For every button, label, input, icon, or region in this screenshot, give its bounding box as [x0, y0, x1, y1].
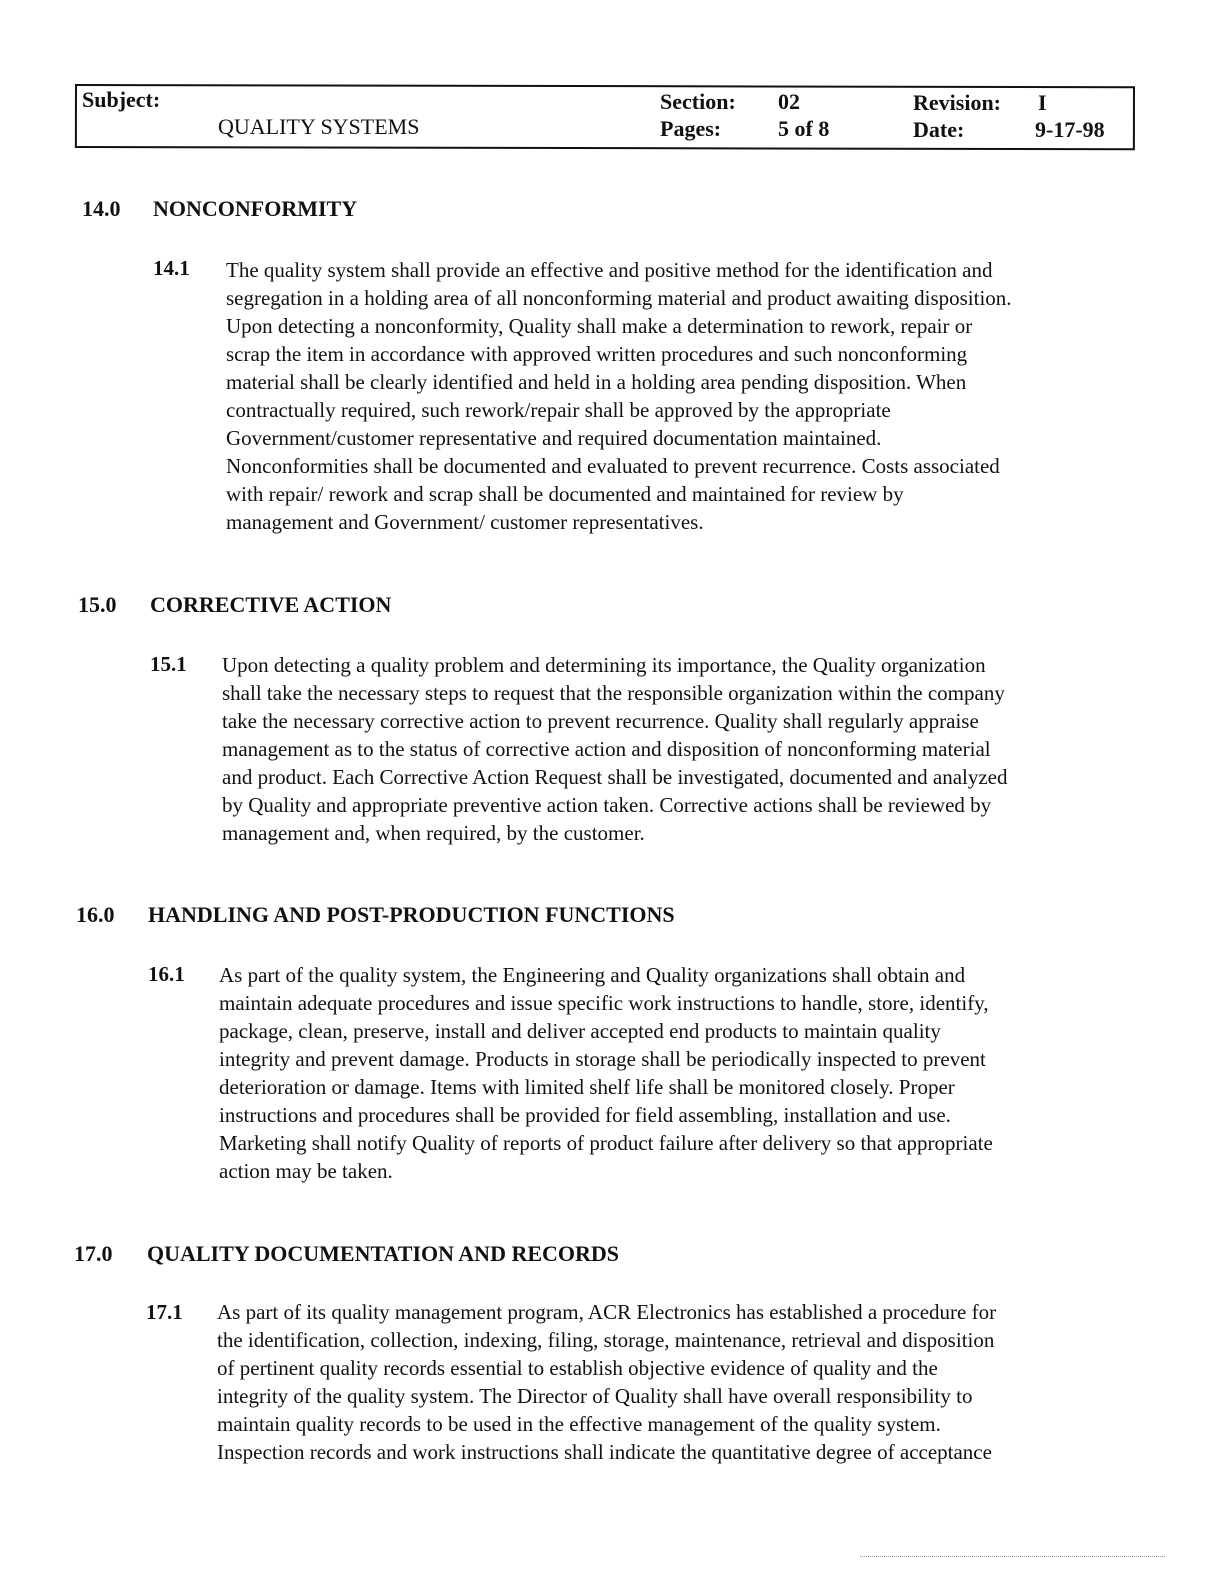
section-paragraph: As part of its quality management program, ACR Electronics has established a procedure for the identification, collection, indexing, filing, storage, maintenance, retrieval and disposition of pertinent quality records essential to establish objective evidence of quality and the integrity of the quality system. The Director of Quality shall have overall responsibility to maintain quality records to be used in the effective management of the quality system. Inspection records and work instructions shall indicate the quantitative degree of acceptance	[217, 1300, 997, 1464]
section-heading	[76, 902, 776, 928]
section-title: HANDLING AND POST-PRODUCTION FUNCTIONS	[148, 902, 675, 927]
section-value: 02	[778, 89, 800, 114]
subsection-number: 17.1	[146, 1300, 183, 1324]
pages-value: 5 of 8	[778, 116, 830, 141]
section-number: 17.0	[74, 1241, 113, 1266]
section-number: 16.0	[76, 902, 115, 927]
section-label: Section:	[660, 89, 736, 114]
section-number: 14.0	[82, 196, 121, 221]
pages-label: Pages:	[660, 116, 722, 141]
date-value: 9-17-98	[1035, 117, 1105, 142]
section-heading	[78, 592, 778, 618]
section-heading	[74, 1241, 774, 1267]
section-paragraph: Upon detecting a quality problem and determining its importance, the Quality organization shall take the necessary steps to request that the responsible organization within the company take the necessary corrective action to prevent recurrence. Quality shall regularly appraise management as to the status of corrective action and disposition of nonconforming material and product. Each Corrective Action Request shall be investigated, documented and analyzed by Quality and appropriate preventive action taken. Corrective actions shall be reviewed by management and, when required, by the customer.	[222, 653, 1008, 845]
section-heading	[82, 196, 782, 222]
section-paragraph: As part of the quality system, the Engineering and Quality organizations shall obtain and maintain adequate procedures and issue specific work instructions to handle, store, identify, package, clean, preserve, install and deliver accepted end products to maintain quality integrity and prevent damage. Products in storage shall be periodically inspected to prevent deterioration or damage. Items with limited shelf life shall be monitored closely. Proper instructions and procedures shall be provided for field assembling, installation and use. Marketing shall notify Quality of reports of product failure after delivery so that appropriate action may be taken.	[219, 963, 993, 1183]
section-number: 15.0	[78, 592, 117, 617]
subsection-number: 14.1	[153, 256, 190, 280]
subsection-number: 16.1	[148, 962, 185, 986]
section-title: CORRECTIVE ACTION	[150, 592, 392, 617]
date-label: Date:	[913, 117, 965, 142]
section-title: NONCONFORMITY	[153, 196, 358, 221]
subsection-number: 15.1	[150, 652, 187, 676]
revision-value: I	[1038, 90, 1047, 115]
subject-label: Subject:	[82, 87, 161, 112]
scan-artifact	[860, 1556, 1165, 1559]
section-paragraph: The quality system shall provide an effective and positive method for the identification and segregation in a holding area of all nonconforming material and product awaiting disposition. Upon detecting a nonconformity, Quality shall make a determination to rework, repair or scrap the item in accordance with approved written procedures and such nonconforming material shall be clearly identified and held in a holding area pending disposition. When contractually required, such rework/repair shall be approved by the appropriate Government/customer representative and required documentation maintained. Nonconformities shall be documented and evaluated to prevent recurrence. Costs associated with repair/ rework and scrap shall be documented and maintained for review by management and Government/ customer representatives.	[226, 258, 1012, 534]
revision-label: Revision:	[913, 90, 1001, 115]
subject-value: QUALITY SYSTEMS	[218, 114, 420, 139]
section-title: QUALITY DOCUMENTATION AND RECORDS	[147, 1241, 620, 1266]
